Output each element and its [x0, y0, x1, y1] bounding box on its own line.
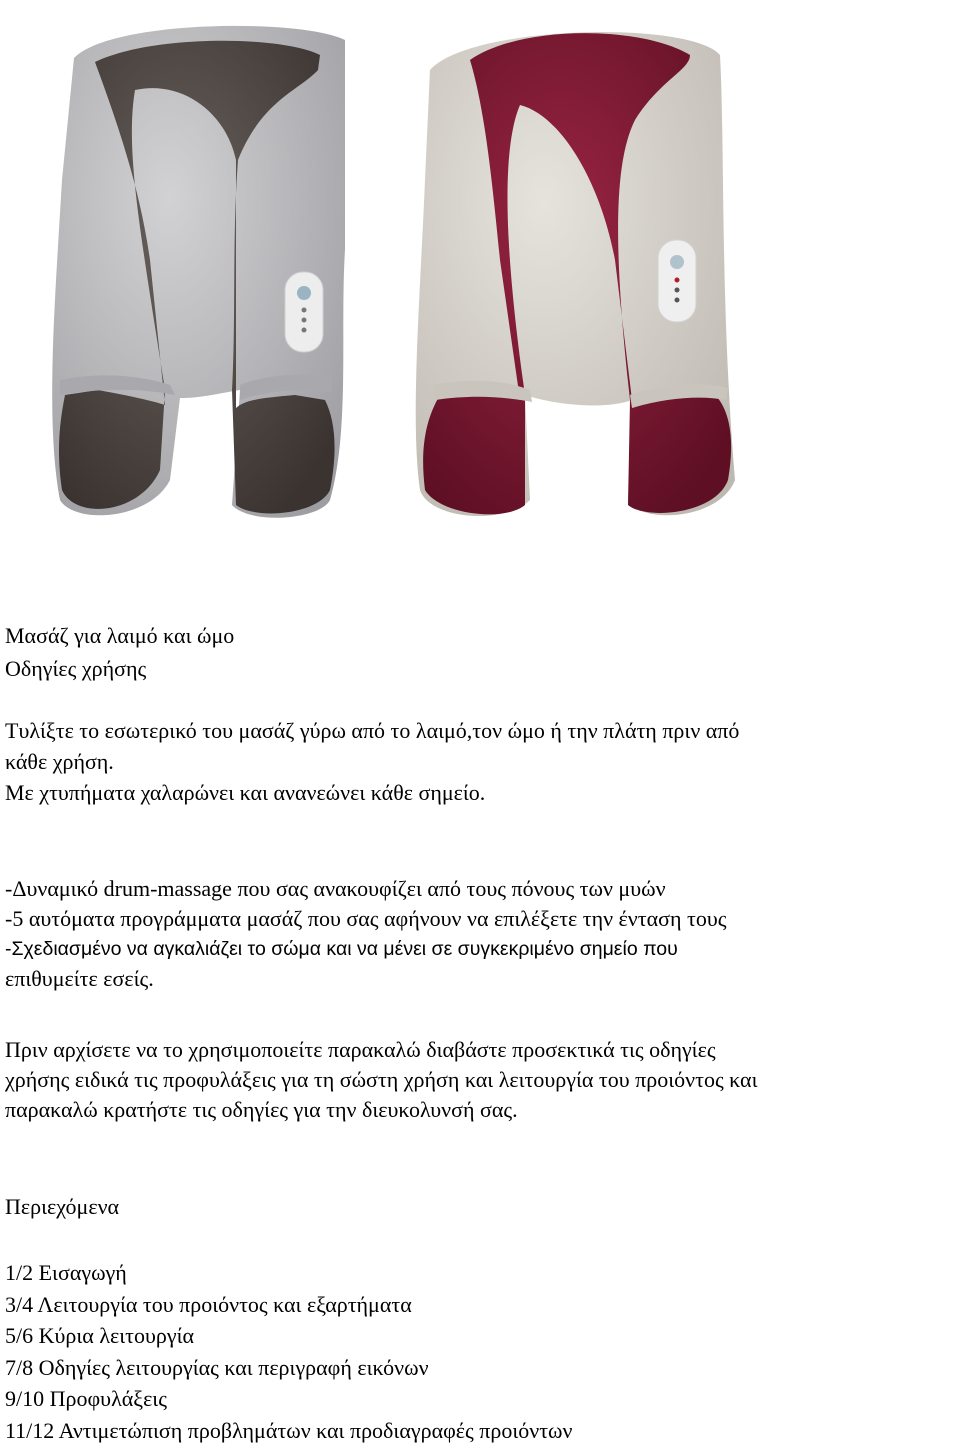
feature-item: -Σχεδιασμένο να αγκαλιάζει το σώμα και να μένει σε συγκεκριμένο σημείο που	[5, 938, 678, 960]
grey-massager-image	[52, 26, 345, 518]
contents-item: 3/4 Λειτουργία του προιόντος και εξαρτήματα	[5, 1291, 412, 1317]
intro-line-3: Με χτυπήματα χαλαρώνει και ανανεώνει κάθε σημείο.	[5, 780, 486, 805]
notice-paragraph	[5, 1035, 960, 1125]
contents-heading: Περιεχόμενα	[5, 1194, 120, 1219]
notice-line: Πριν αρχίσετε να το χρησιμοποιείτε παρακαλώ διαβάστε προσεκτικά τις οδηγίες	[5, 1037, 716, 1062]
document-subtitle: Οδηγίες χρήσης	[5, 656, 147, 681]
product-photo	[0, 0, 960, 560]
table-of-contents	[5, 1257, 960, 1446]
contents-item: 11/12 Αντιμετώπιση προβλημάτων και προδιαγραφές προιόντων	[5, 1417, 573, 1443]
notice-line: χρήσης ειδικά τις προφυλάξεις για τη σώστη χρήση και λειτουργία του προιόντος και	[5, 1067, 758, 1092]
notice-line: παρακαλώ κρατήστε τις οδηγίες για την διευκολυνσή σας.	[5, 1097, 518, 1122]
features-list	[5, 874, 960, 994]
feature-item: -Δυναμικό drum-massage που σας ανακουφίζει από τους πόνους των μυών	[5, 876, 666, 901]
document-title: Μασάζ για λαιμό και ώμο	[5, 623, 235, 648]
intro-line-1: Τυλίξτε το εσωτερικό του μασάζ γύρω από το λαιμό,τον ώμο ή την πλάτη πριν από	[5, 718, 740, 743]
intro-line-2: κάθε χρήση.	[5, 749, 114, 774]
contents-item: 5/6 Κύρια λειτουργία	[5, 1323, 195, 1348]
contents-item: 9/10 Προφυλάξεις	[5, 1386, 167, 1411]
feature-item: επιθυμείτε εσείς.	[5, 966, 154, 991]
burgundy-massager-image	[416, 32, 735, 516]
contents-item: 7/8 Οδηγίες λειτουργίας και περιγραφή εικόνων	[5, 1354, 429, 1380]
contents-item: 1/2 Εισαγωγή	[5, 1260, 127, 1285]
feature-item: -5 αυτόματα προγράμματα μασάζ που σας αφήνουν να επιλέξετε την ένταση τους	[5, 906, 727, 931]
